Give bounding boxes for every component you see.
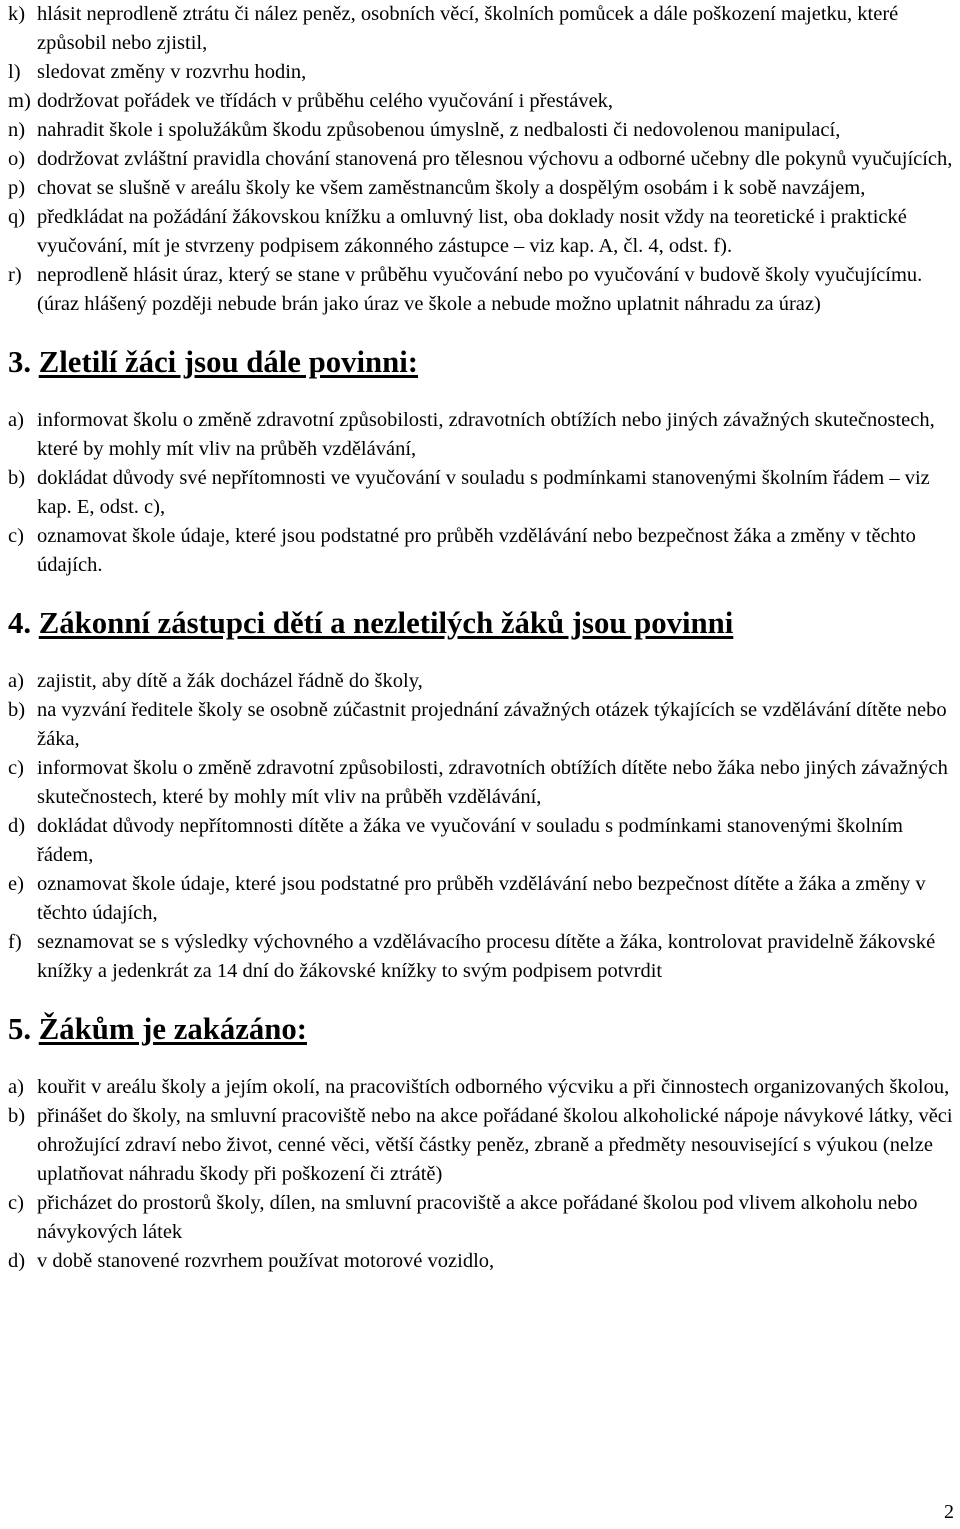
list-item: [8, 145, 956, 174]
item-marker: o): [8, 148, 26, 170]
list-item: [8, 203, 956, 261]
list-item: [8, 812, 956, 870]
item-marker: d): [8, 815, 26, 837]
item-marker: e): [8, 873, 24, 895]
item-text: hlásit neprodleně ztrátu či nález peněz, osobních věcí, školních pomůcek a dále poškození majetku, které způsobil nebo zjistil,: [37, 3, 899, 54]
item-text: dokládat důvody své nepřítomnosti ve vyučování v souladu s podmínkami stanovenými školním řádem – viz kap. E, odst. c),: [37, 467, 930, 518]
section-title: Žákům je zakázáno:: [38, 1012, 307, 1046]
item-marker: d): [8, 1250, 26, 1272]
section3-heading: [8, 345, 956, 379]
item-text: oznamovat škole údaje, které jsou podstatné pro průběh vzdělávání nebo bezpečnost žáka a změny v těchto údajích.: [37, 525, 916, 576]
spacer: [8, 319, 956, 348]
item-text: zajistit, aby dítě a žák docházel řádně do školy,: [37, 670, 423, 692]
section5-heading: [8, 1012, 956, 1046]
list-item: [8, 1189, 956, 1247]
item-marker: b): [8, 467, 26, 489]
section4-list: [8, 667, 956, 986]
item-text: sledovat změny v rozvrhu hodin,: [37, 61, 307, 83]
list-item: [8, 406, 956, 464]
list-item: [8, 870, 956, 928]
list-item: [8, 464, 956, 522]
page-number: 2: [944, 1501, 954, 1523]
item-text: informovat školu o změně zdravotní způsobilosti, zdravotních obtížích nebo jiných závažných skutečnostech, které by mohly mít vliv na průběh vzdělávání,: [37, 409, 935, 460]
item-marker: c): [8, 757, 24, 779]
item-text: oznamovat škole údaje, které jsou podstatné pro průběh vzdělávání nebo bezpečnost dítěte a žáka a změny v těchto údajích,: [37, 873, 926, 924]
item-text: dodržovat pořádek ve třídách v průběhu celého vyučování i přestávek,: [37, 90, 614, 112]
item-text: přicházet do prostorů školy, dílen, na smluvní pracoviště a akce pořádané školou pod vlivem alkoholu nebo návykových látek: [37, 1192, 918, 1243]
item-marker: p): [8, 177, 26, 199]
list-item: [8, 928, 956, 986]
list-item: [8, 58, 956, 87]
item-marker: f): [8, 931, 22, 953]
spacer: [8, 1044, 956, 1073]
section-number: 4.: [8, 606, 32, 640]
item-marker: r): [8, 264, 22, 286]
list-item: [8, 1247, 956, 1276]
list-item: [8, 522, 956, 580]
spacer: [8, 377, 956, 406]
item-marker: a): [8, 670, 24, 692]
item-marker: q): [8, 206, 26, 228]
item-marker: l): [8, 61, 21, 83]
item-text: dodržovat zvláštní pravidla chování stanovená pro tělesnou výchovu a odborné učebny dle pokynů vyučujících,: [37, 148, 953, 170]
list-item: [8, 116, 956, 145]
list-item: [8, 1102, 956, 1189]
item-text: předkládat na požádání žákovskou knížku a omluvný list, oba doklady nosit vždy na teoretické i praktické vyučování, mít je stvrzeny podpisem zákonného zástupce – viz kap. A, čl. 4, odst. f).: [37, 206, 907, 257]
list-item: [8, 1073, 956, 1102]
spacer: [8, 638, 956, 667]
list-item: [8, 261, 956, 319]
section-title: Zákonní zástupci dětí a nezletilých žáků jsou povinni: [38, 606, 734, 640]
section2-list: [8, 0, 956, 319]
item-text: na vyzvání ředitele školy se osobně zúčastnit projednání závažných otázek týkajících se vzdělávání dítěte nebo žáka,: [37, 699, 947, 750]
item-text: neprodleně hlásit úraz, který se stane v průběhu vyučování nebo po vyučování v budově školy vyučujícímu.(úraz hlášený později nebude brán jako úraz ve škole a nebude možno uplatnit náhradu za úraz): [37, 264, 923, 315]
list-item: [8, 667, 956, 696]
item-text: nahradit škole i spolužákům škodu způsobenou úmyslně, z nedbalosti či nedovolenou manipulací,: [37, 119, 841, 141]
item-text: seznamovat se s výsledky výchovného a vzdělávacího procesu dítěte a žáka, kontrolovat pravidelně žákovské knížky a jedenkrát za 14 dní do žákovské knížky to svým podpisem potvrdit: [37, 931, 936, 982]
list-item: [8, 87, 956, 116]
item-text: přinášet do školy, na smluvní pracoviště nebo na akce pořádané školou alkoholické nápoje návykové látky, věci ohrožující zdraví nebo život, cenné věci, větší částky peněz, zbraně a předměty nesouvisející s výukou (nelze uplatňovat náhradu škody při poškození či ztrátě): [37, 1105, 953, 1185]
section3-list: [8, 406, 956, 580]
section-title: Zletilí žáci jsou dále povinni:: [38, 345, 419, 379]
section4-heading: [8, 606, 956, 640]
item-marker: b): [8, 699, 26, 721]
item-text: chovat se slušně v areálu školy ke všem zaměstnancům školy a dospělým osobám i k sobě navzájem,: [37, 177, 866, 199]
spacer: [8, 580, 956, 609]
item-marker: c): [8, 525, 24, 547]
list-item: [8, 174, 956, 203]
list-item: [8, 0, 956, 58]
list-item: [8, 754, 956, 812]
item-marker: a): [8, 409, 24, 431]
item-marker: a): [8, 1076, 24, 1098]
section-number: 3.: [8, 345, 32, 379]
item-marker: m): [8, 90, 31, 112]
item-marker: k): [8, 3, 26, 25]
item-text: kouřit v areálu školy a jejím okolí, na pracovištích odborného výcviku a při činnostech organizovaných školou,: [37, 1076, 950, 1098]
item-text: v době stanovené rozvrhem používat motorové vozidlo,: [37, 1250, 495, 1272]
section5-list: [8, 1073, 956, 1276]
section-number: 5.: [8, 1012, 32, 1046]
item-marker: c): [8, 1192, 24, 1214]
item-text: informovat školu o změně zdravotní způsobilosti, zdravotních obtížích dítěte nebo žáka nebo jiných závažných skutečnostech, které by mohly mít vliv na průběh vzdělávání,: [37, 757, 948, 808]
item-marker: b): [8, 1105, 26, 1127]
item-text: dokládat důvody nepřítomnosti dítěte a žáka ve vyučování v souladu s podmínkami stanovenými školním řádem,: [37, 815, 903, 866]
spacer: [8, 986, 956, 1015]
item-marker: n): [8, 119, 26, 141]
list-item: [8, 696, 956, 754]
